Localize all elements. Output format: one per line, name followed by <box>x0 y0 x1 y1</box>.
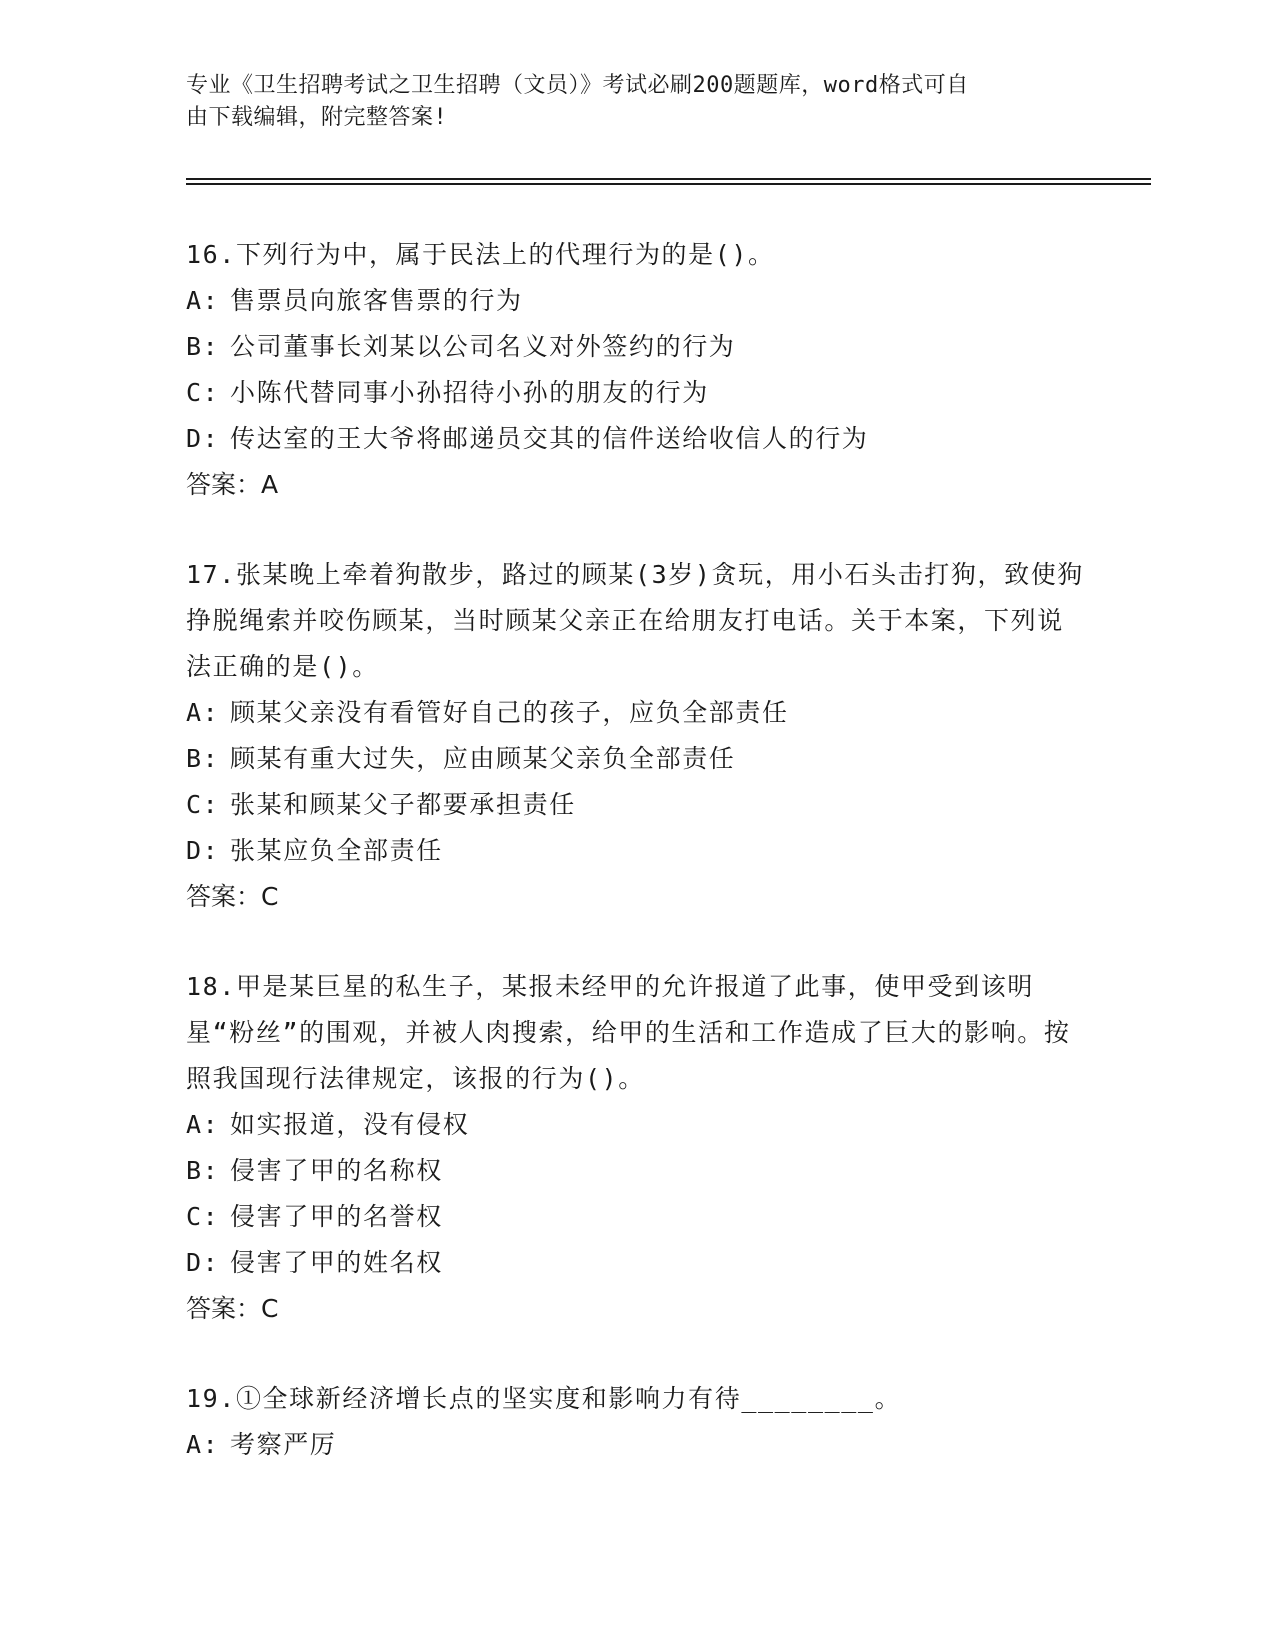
question-18 <box>186 964 1151 1332</box>
option-b <box>186 324 1151 370</box>
option-text: 考察严厉 <box>230 1430 337 1459</box>
option-text: 小陈代替同事小孙招待小孙的朋友的行为 <box>230 378 709 407</box>
option-a <box>186 690 1151 736</box>
question-17 <box>186 552 1151 920</box>
option-text: 侵害了甲的名称权 <box>230 1156 443 1185</box>
question-stem: 19.①全球新经济增长点的坚实度和影响力有待________。 <box>186 1384 902 1413</box>
question-19 <box>186 1376 1151 1468</box>
option-text: 传达室的王大爷将邮递员交其的信件送给收信人的行为 <box>230 424 869 453</box>
option-text: 侵害了甲的名誉权 <box>230 1202 443 1231</box>
option-key: A: <box>186 698 220 727</box>
option-c <box>186 782 1151 828</box>
option-key: D: <box>186 424 220 453</box>
option-a <box>186 1422 1151 1468</box>
option-text: 售票员向旅客售票的行为 <box>230 286 523 315</box>
question-16 <box>186 232 1151 508</box>
question-stem: 18.甲是某巨星的私生子，某报未经甲的允许报道了此事，使甲受到该明星“粉丝”的围观，并被人肉搜索，给甲的生活和工作造成了巨大的影响。按照我国现行法律规定，该报的行为()。 <box>186 972 1071 1093</box>
header-divider-top <box>186 178 1151 180</box>
option-key: D: <box>186 836 220 865</box>
option-d <box>186 416 1151 462</box>
option-key: B: <box>186 1156 220 1185</box>
option-b <box>186 736 1151 782</box>
option-d <box>186 828 1151 874</box>
option-c <box>186 1194 1151 1240</box>
option-c <box>186 370 1151 416</box>
option-key: A: <box>186 1110 220 1139</box>
document-page <box>186 0 1151 1650</box>
option-key: A: <box>186 286 220 315</box>
question-stem: 17.张某晚上牵着狗散步，路过的顾某(3岁)贪玩，用小石头击打狗，致使狗挣脱绳索并咬伤顾某，当时顾某父亲正在给朋友打电话。关于本案，下列说法正确的是()。 <box>186 560 1084 681</box>
option-text: 公司董事长刘某以公司名义对外签约的行为 <box>230 332 736 361</box>
question-list <box>186 232 1151 1512</box>
option-text: 张某和顾某父子都要承担责任 <box>230 790 576 819</box>
answer-line: 答案：A <box>186 470 279 499</box>
answer-line: 答案：C <box>186 882 279 911</box>
option-key: C: <box>186 1202 220 1231</box>
header-line-2: 由下载编辑，附完整答案! <box>186 105 448 130</box>
option-a <box>186 278 1151 324</box>
option-text: 张某应负全部责任 <box>230 836 443 865</box>
option-a <box>186 1102 1151 1148</box>
option-text: 顾某父亲没有看管好自己的孩子，应负全部责任 <box>230 698 789 727</box>
answer-line: 答案：C <box>186 1294 279 1323</box>
option-key: A: <box>186 1430 220 1459</box>
option-text: 侵害了甲的姓名权 <box>230 1248 443 1277</box>
option-key: C: <box>186 790 220 819</box>
option-key: C: <box>186 378 220 407</box>
option-b <box>186 1148 1151 1194</box>
document-header <box>186 70 1066 134</box>
option-key: B: <box>186 744 220 773</box>
option-key: D: <box>186 1248 220 1277</box>
header-divider-bottom <box>186 183 1151 185</box>
option-text: 顾某有重大过失，应由顾某父亲负全部责任 <box>230 744 736 773</box>
header-line-1: 专业《卫生招聘考试之卫生招聘（文员）》考试必刷200题题库，word格式可自 <box>186 73 969 98</box>
option-key: B: <box>186 332 220 361</box>
option-d <box>186 1240 1151 1286</box>
question-stem: 16.下列行为中，属于民法上的代理行为的是()。 <box>186 240 775 269</box>
option-text: 如实报道，没有侵权 <box>230 1110 470 1139</box>
